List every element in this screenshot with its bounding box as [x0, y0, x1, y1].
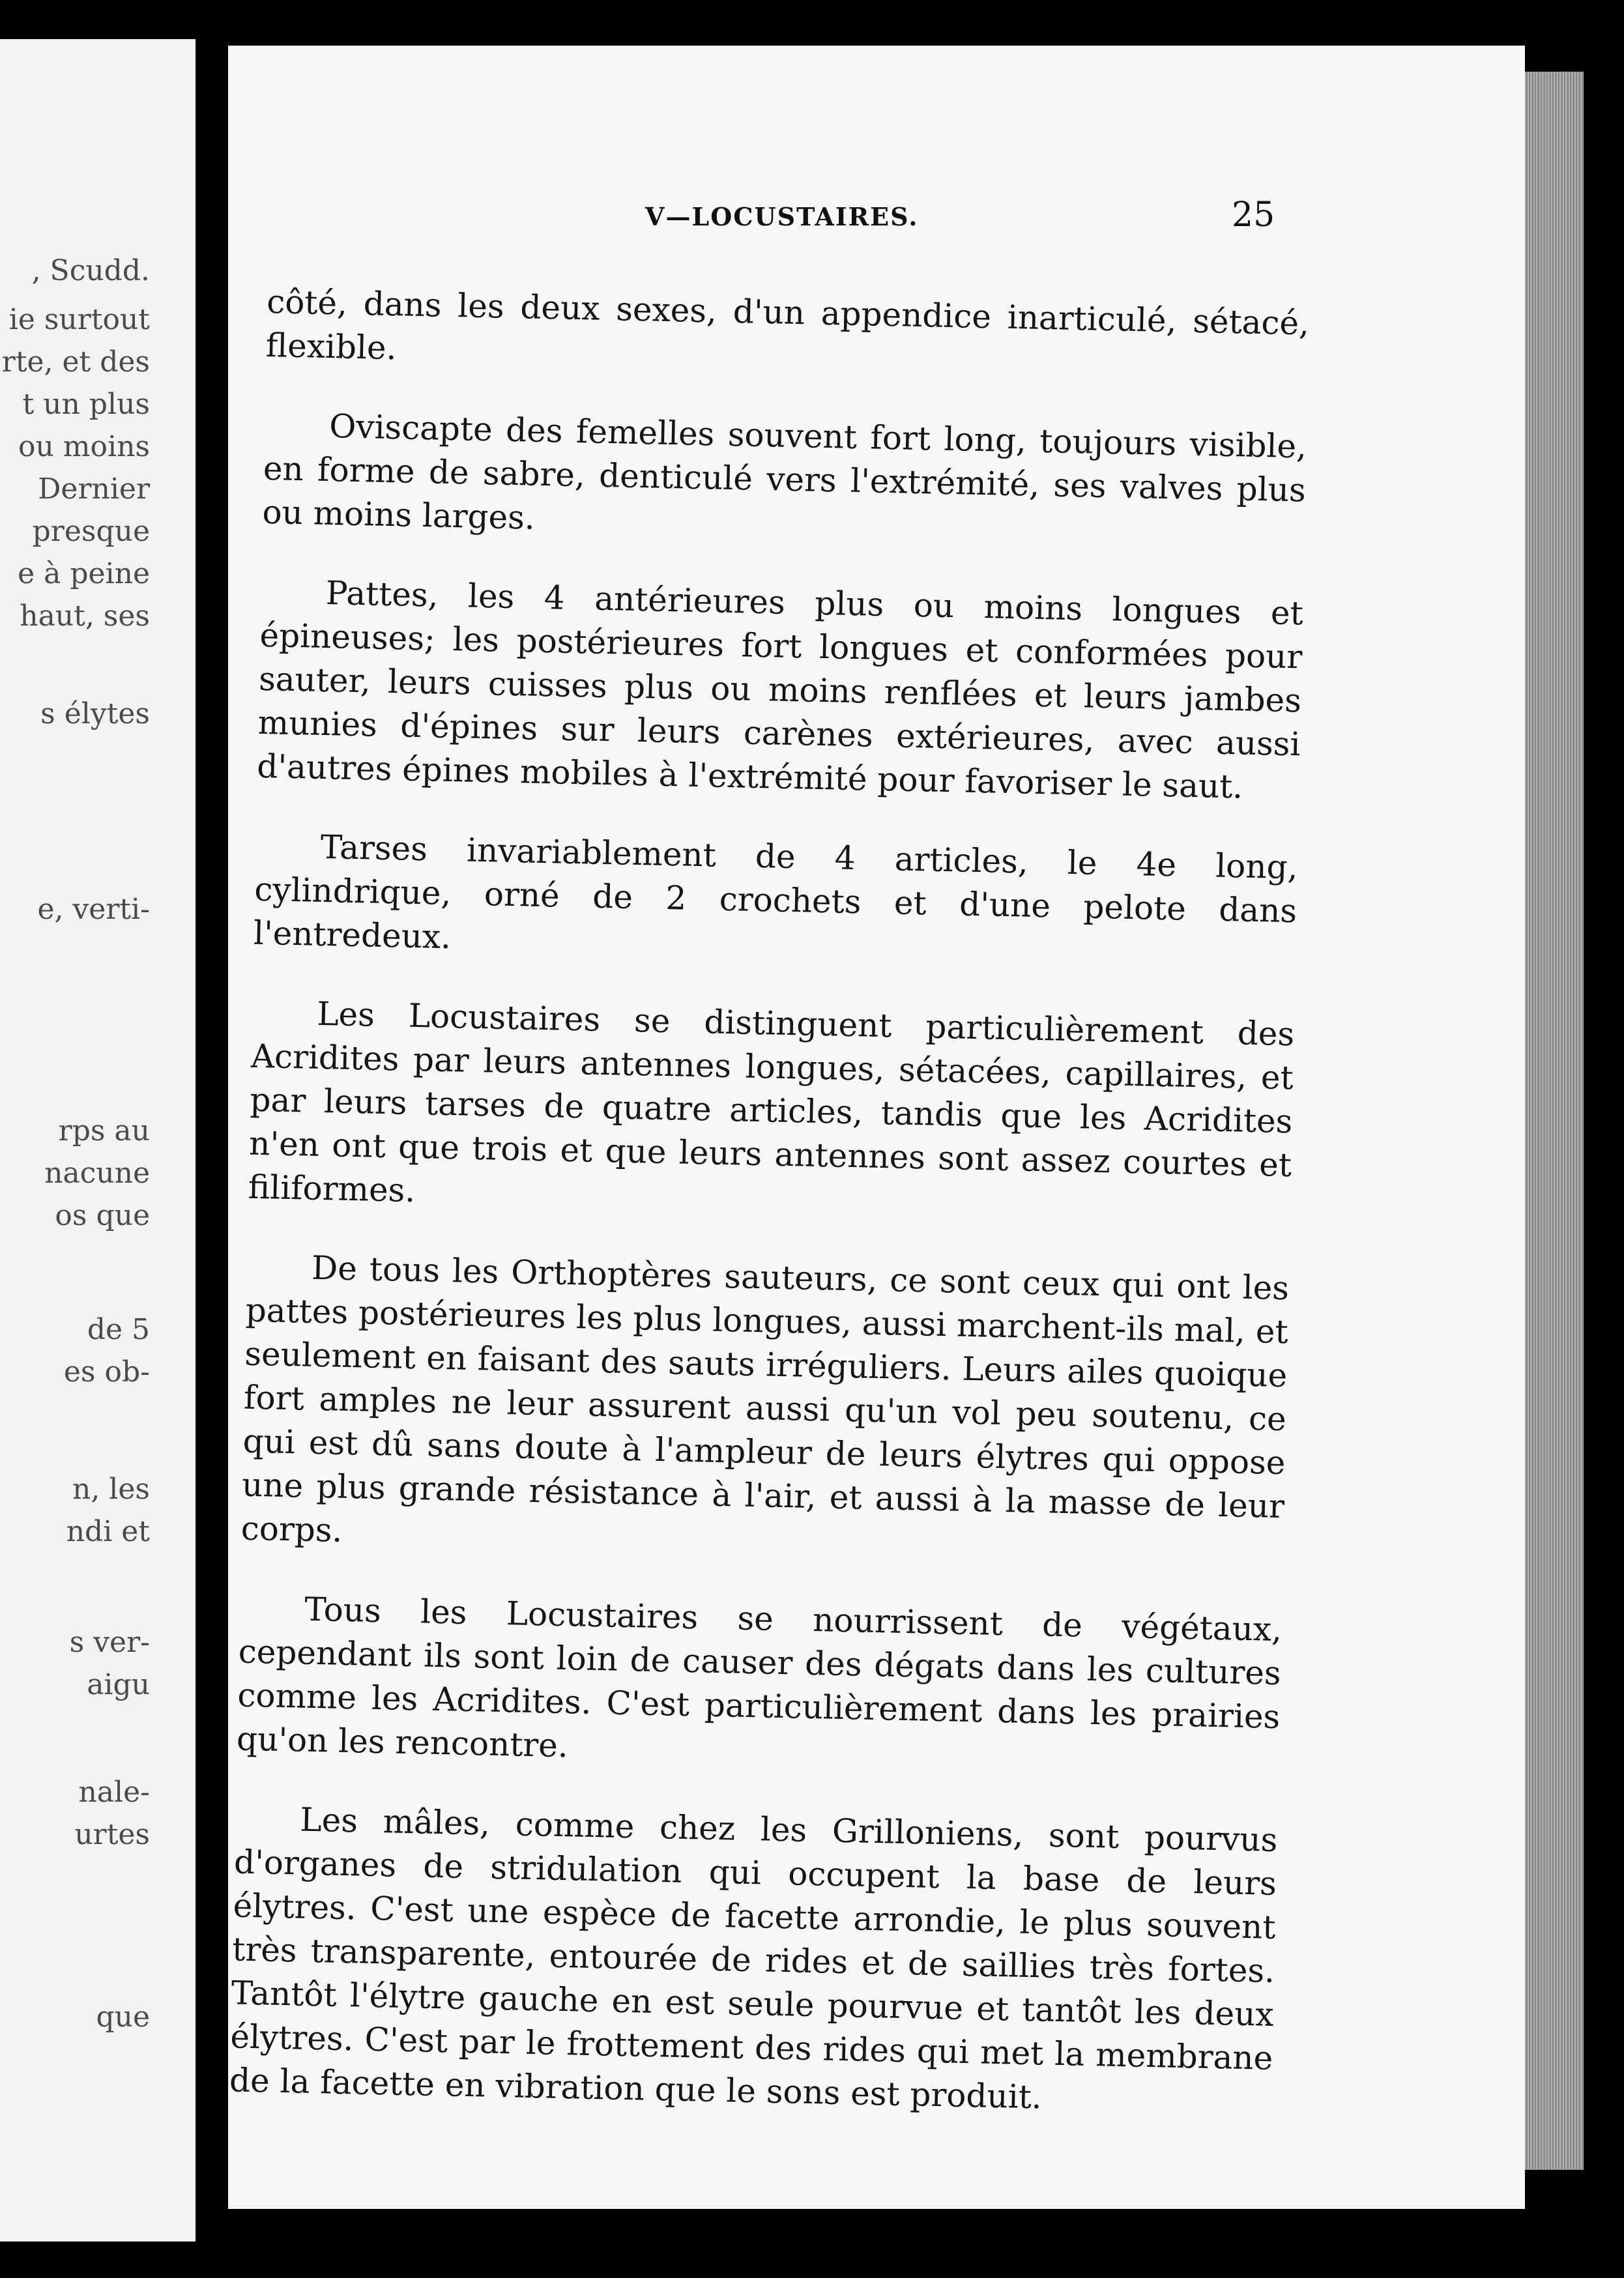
left-page-line: , Scudd.: [31, 254, 150, 287]
paragraph: Les mâles, comme chez les Grilloniens, sont pourvus d'organes de stridulation qui occupent la base de leurs élytres. C'est une espèce de facette arrondie, le plus souvent très transparente, entourée de rides et de saillies très fortes. Tantôt l'élytre gauche en est seule pourvue et tantôt les deux élytres. C'est par le frottement des rides qui met la membrane de la facette en vibration que le sons est produit.: [229, 1800, 1278, 2116]
page-header: [228, 195, 1525, 248]
left-page-line: t un plus: [22, 388, 150, 421]
paragraph: Les Locustaires se distinguent particulièrement des Acridites par leurs antennes longues, sétacées, capillaires, et par leurs tarses de quatre articles, tandis que les Acridites n'en ont que trois et que leurs antennes sont assez courtes et filiformes.: [248, 994, 1295, 1210]
left-page-line: aigu: [87, 1668, 150, 1701]
paragraph: Tarses invariablement de 4 articles, le 4e long, cylindrique, orné de 2 crochets et d'une pelote dans l'entredeux.: [253, 828, 1299, 957]
left-page-line: rps au: [58, 1114, 150, 1147]
left-page-line: nale-: [78, 1776, 150, 1809]
left-page-line: urtes: [74, 1818, 150, 1851]
running-title: V—LOCUSTAIRES.: [645, 202, 919, 231]
paragraph: Tous les Locustaires se nourrissent de végétaux, cependant ils sont loin de causer des dégats dans les cultures comme les Acridites. C'est particulièrement dans les prairies qu'on les rencontre.: [236, 1590, 1283, 1765]
left-page-line: e à peine: [18, 557, 150, 590]
left-page-line: rte, et des: [1, 345, 150, 379]
left-page-line: ie surtout: [8, 303, 150, 336]
left-page-line: haut, ses: [20, 599, 150, 633]
page-number: 25: [1232, 195, 1275, 235]
paragraph: De tous les Orthoptères sauteurs, ce sont ceux qui ont les pattes postérieures les plus longues, aussi marchent-ils mal, et seulement en faisant des sauts irréguliers. Leurs ailes quoique fort amples ne leur assurent aussi qu'un vol peu soutenu, ce qui est dû sans doute à l'ampleur de leurs élytres qui oppose une plus grande résistance à l'air, et aussi à la masse de leur corps.: [240, 1248, 1290, 1550]
right-page: [228, 46, 1525, 2209]
left-page-line: s élytes: [40, 697, 150, 730]
paragraph: côté, dans les deux sexes, d'un appendice inarticulé, sétacé, flexible.: [265, 282, 1310, 368]
paragraph: Oviscapte des femelles souvent fort long, toujours visible, en forme de sabre, denticulé vers l'extrémité, ses valves plus ou moins larges.: [261, 407, 1307, 537]
left-page-line: os que: [55, 1199, 150, 1232]
left-page-line: presque: [32, 515, 150, 548]
left-page-line: n, les: [72, 1473, 150, 1506]
left-page-line: s ver-: [69, 1626, 150, 1659]
left-page-line: que: [96, 2000, 150, 2034]
left-page-line: ndi et: [66, 1515, 150, 1548]
paragraph: Pattes, les 4 antérieures plus ou moins longues et épineuses; les postérieures fort longues et conformées pour sauter, leurs cuisses plus ou moins renflées et leurs jambes munies d'épines sur leurs carènes extérieures, avec aussi d'autres épines mobiles à l'extrémité pour favoriser le saut.: [256, 573, 1304, 806]
left-page-fragment: [0, 39, 196, 2242]
left-page-line: nacune: [44, 1157, 150, 1190]
left-page-line: ou moins: [18, 430, 150, 463]
body-text: [229, 280, 1309, 2124]
left-page-line: Dernier: [38, 472, 150, 506]
left-page-line: e, verti-: [37, 893, 150, 926]
left-page-line: es ob-: [63, 1355, 150, 1389]
left-page-line: de 5: [87, 1313, 150, 1346]
